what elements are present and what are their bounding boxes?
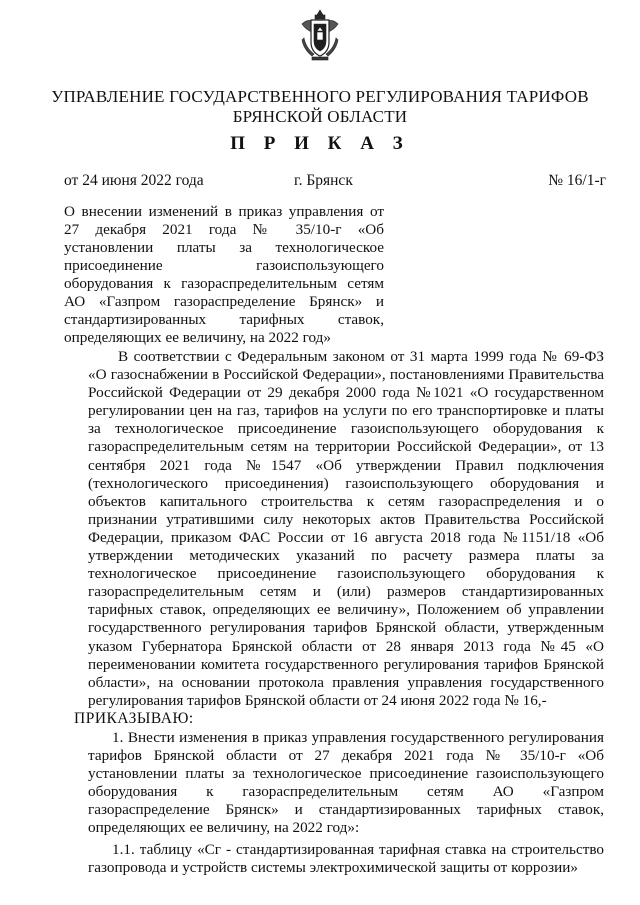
order-directive-heading: ПРИКАЗЫВАЮ: xyxy=(74,710,194,727)
order-item-1-1: 1.1. таблицу «Сг - стандартизированная тарифная ставка на строительство газопровода и устройств системы электрохимической защиты от коррозии» xyxy=(88,840,604,876)
document-title: П Р И К А З xyxy=(230,133,410,154)
order-city: г. Брянск xyxy=(294,172,353,189)
agency-name-line2: БРЯНСКОЙ ОБЛАСТИ xyxy=(232,107,408,126)
agency-name-line1: УПРАВЛЕНИЕ ГОСУДАРСТВЕННОГО РЕГУЛИРОВАНИЯ ТАРИФОВ xyxy=(51,87,589,106)
coat-of-arms-emblem xyxy=(298,8,342,62)
preamble-block xyxy=(88,348,604,710)
preamble-paragraph: В соответствии с Федеральным законом от 31 марта 1999 года № 69-ФЗ «О газоснабжении в Российской Федерации», постановлениями Правительства Российской Федерации от 29 декабря 2000 года №1021 «О государственном регулировании цен на газ, тарифов на услуги по его транспортировке и платы за технологическое присоединение газоиспользующего оборудования к газораспределительным сетям на территории Российской Федерации», от 13 сентября 2021 года №1547 «Об утверждении Правил подключения (технологического присоединения) газоиспользующего оборудования и объектов капитального строительства к сетям газораспределения и о признании утратившими силу некоторых актов Правительства Российской Федерации, приказом ФАС России от 16 августа 2018 года №1151/18 «Об утверждении методических указаний по расчету размера платы за технологическое присоединение газоиспользующего оборудования к газораспределительным сетям и (или) размеров стандартизированных тарифных ставок, определяющих ее величину», Положением об управлении государственного регулирования тарифов Брянской области, утвержденным указом Губернатора Брянской области от 28 января 2013 года №45 «О переименовании комитета государственного регулирования тарифов Брянской области», на основании протокола правления управления государственного регулирования тарифов Брянской области от 24 июня 2022 года № 16,- xyxy=(88,348,604,709)
order-number: № 16/1-г xyxy=(548,172,606,189)
order-subject-text: О внесении изменений в приказ управления от 27 декабря 2021 года № 35/10-г «Об установлении платы за технологическое присоединение газоиспользующего оборудования к газораспределительным сетям АО «Газпром газораспределение Брянск» и стандартизированных тарифных ставок, определяющих ее величину, на 2022 год» xyxy=(64,203,384,346)
order-items-block xyxy=(88,729,604,877)
order-date: от 24 июня 2022 года xyxy=(64,172,204,189)
order-subject xyxy=(64,203,384,347)
order-item-1: 1. Внести изменения в приказ управления государственного регулирования тарифов Брянской области от 27 декабря 2021 года № 35/10-г «Об установлении платы за технологическое присоединение газоиспользующего оборудования к газораспределительным сетям АО «Газпром газораспределение Брянск» и стандартизированных тарифных ставок, определяющих ее величину, на 2022 год»: xyxy=(88,729,604,837)
